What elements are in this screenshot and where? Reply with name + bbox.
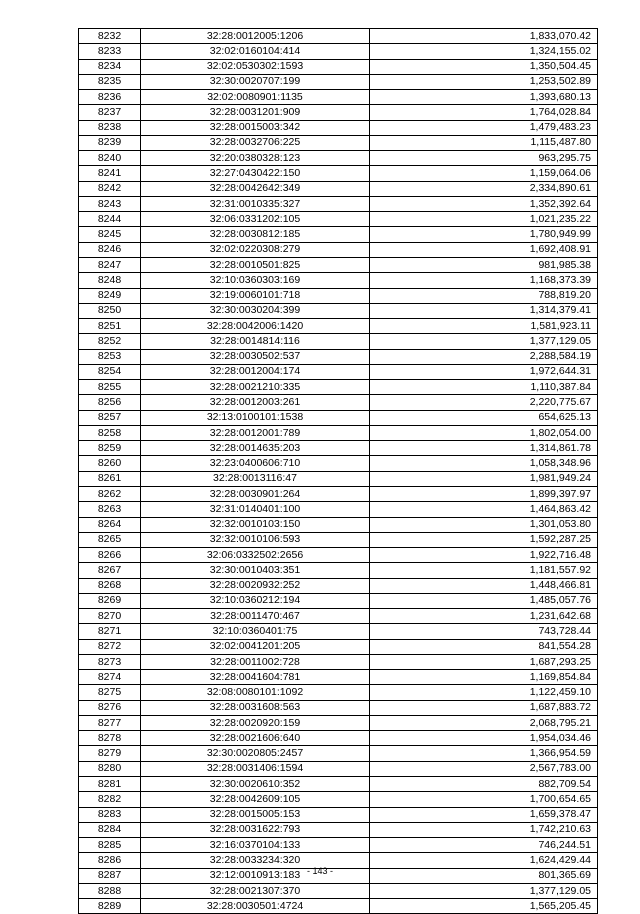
table-row <box>79 44 598 59</box>
table-row <box>79 242 598 257</box>
row-number-cell: 8239 <box>79 135 141 150</box>
cadastral-number-cell: 32:30:0020610:352 <box>141 777 370 792</box>
cadastral-value-cell: 1,168,373.39 <box>370 273 598 288</box>
cadastral-value-cell: 788,819.20 <box>370 288 598 303</box>
cadastral-number-cell: 32:32:0010103:150 <box>141 517 370 532</box>
table-row <box>79 639 598 654</box>
cadastral-value-cell: 654,625.13 <box>370 410 598 425</box>
cadastral-value-cell: 1,802,054.00 <box>370 425 598 440</box>
cadastral-value-cell: 1,181,557.92 <box>370 563 598 578</box>
table-row <box>79 425 598 440</box>
row-number-cell: 8235 <box>79 74 141 89</box>
cadastral-value-cell: 1,350,504.45 <box>370 59 598 74</box>
row-number-cell: 8254 <box>79 364 141 379</box>
cadastral-value-cell: 2,220,775.67 <box>370 395 598 410</box>
cadastral-number-cell: 32:28:0015005:153 <box>141 807 370 822</box>
table-row <box>79 578 598 593</box>
row-number-cell: 8252 <box>79 334 141 349</box>
table-row <box>79 502 598 517</box>
cadastral-number-cell: 32:28:0042006:1420 <box>141 319 370 334</box>
table-row <box>79 349 598 364</box>
cadastral-value-cell: 1,981,949.24 <box>370 471 598 486</box>
row-number-cell: 8257 <box>79 410 141 425</box>
cadastral-number-cell: 32:28:0030901:264 <box>141 486 370 501</box>
cadastral-value-cell: 1,687,293.25 <box>370 654 598 669</box>
table-row <box>79 670 598 685</box>
row-number-cell: 8279 <box>79 746 141 761</box>
cadastral-number-cell: 32:28:0031406:1594 <box>141 761 370 776</box>
row-number-cell: 8255 <box>79 380 141 395</box>
cadastral-value-cell: 1,377,129.05 <box>370 334 598 349</box>
cadastral-value-cell: 1,448,466.81 <box>370 578 598 593</box>
cadastral-number-cell: 32:28:0021210:335 <box>141 380 370 395</box>
row-number-cell: 8278 <box>79 731 141 746</box>
cadastral-value-cell: 963,295.75 <box>370 151 598 166</box>
cadastral-value-cell: 1,377,129.05 <box>370 883 598 898</box>
row-number-cell: 8264 <box>79 517 141 532</box>
table-row <box>79 685 598 700</box>
cadastral-value-table <box>78 28 598 914</box>
table-row <box>79 227 598 242</box>
cadastral-number-cell: 32:02:0080901:1135 <box>141 90 370 105</box>
table-row <box>79 624 598 639</box>
cadastral-value-cell: 1,058,348.96 <box>370 456 598 471</box>
cadastral-value-cell: 1,692,408.91 <box>370 242 598 257</box>
row-number-cell: 8266 <box>79 548 141 563</box>
cadastral-number-cell: 32:20:0380328:123 <box>141 151 370 166</box>
cadastral-number-cell: 32:31:0010335:327 <box>141 196 370 211</box>
cadastral-number-cell: 32:28:0012004:174 <box>141 364 370 379</box>
table-row <box>79 456 598 471</box>
row-number-cell: 8271 <box>79 624 141 639</box>
table-row <box>79 151 598 166</box>
cadastral-value-cell: 1,021,235.22 <box>370 212 598 227</box>
table-row <box>79 410 598 425</box>
row-number-cell: 8287 <box>79 868 141 883</box>
cadastral-number-cell: 32:30:0020805:2457 <box>141 746 370 761</box>
row-number-cell: 8286 <box>79 853 141 868</box>
row-number-cell: 8256 <box>79 395 141 410</box>
cadastral-value-cell: 1,833,070.42 <box>370 29 598 44</box>
table-row <box>79 609 598 624</box>
row-number-cell: 8281 <box>79 777 141 792</box>
row-number-cell: 8276 <box>79 700 141 715</box>
table-row <box>79 74 598 89</box>
row-number-cell: 8238 <box>79 120 141 135</box>
row-number-cell: 8245 <box>79 227 141 242</box>
cadastral-number-cell: 32:28:0011470:467 <box>141 609 370 624</box>
page-number: - 143 - <box>306 866 333 876</box>
cadastral-number-cell: 32:28:0042609:105 <box>141 792 370 807</box>
table-row <box>79 105 598 120</box>
table-row <box>79 303 598 318</box>
cadastral-value-cell: 1,592,287.25 <box>370 532 598 547</box>
row-number-cell: 8241 <box>79 166 141 181</box>
row-number-cell: 8263 <box>79 502 141 517</box>
cadastral-value-cell: 2,334,890.61 <box>370 181 598 196</box>
table-body <box>79 29 598 914</box>
cadastral-value-cell: 1,972,644.31 <box>370 364 598 379</box>
row-number-cell: 8232 <box>79 29 141 44</box>
table-row <box>79 486 598 501</box>
table-row <box>79 746 598 761</box>
row-number-cell: 8260 <box>79 456 141 471</box>
table-row <box>79 807 598 822</box>
table-row <box>79 441 598 456</box>
cadastral-value-cell: 1,324,155.02 <box>370 44 598 59</box>
row-number-cell: 8267 <box>79 563 141 578</box>
cadastral-value-cell: 1,169,854.84 <box>370 670 598 685</box>
cadastral-number-cell: 32:06:0331202:105 <box>141 212 370 227</box>
row-number-cell: 8250 <box>79 303 141 318</box>
table-row <box>79 59 598 74</box>
cadastral-number-cell: 32:12:0010913:183 <box>141 868 370 883</box>
table-row <box>79 654 598 669</box>
cadastral-value-cell: 1,899,397.97 <box>370 486 598 501</box>
cadastral-value-cell: 1,764,028.84 <box>370 105 598 120</box>
table-row <box>79 380 598 395</box>
cadastral-number-cell: 32:28:0012005:1206 <box>141 29 370 44</box>
cadastral-value-cell: 1,687,883.72 <box>370 700 598 715</box>
cadastral-number-cell: 32:30:0010403:351 <box>141 563 370 578</box>
table-row <box>79 471 598 486</box>
table-row <box>79 273 598 288</box>
table-row <box>79 29 598 44</box>
cadastral-value-cell: 1,314,379.41 <box>370 303 598 318</box>
table-row <box>79 135 598 150</box>
cadastral-number-cell: 32:10:0360401:75 <box>141 624 370 639</box>
row-number-cell: 8282 <box>79 792 141 807</box>
table-row <box>79 395 598 410</box>
row-number-cell: 8274 <box>79 670 141 685</box>
row-number-cell: 8283 <box>79 807 141 822</box>
cadastral-value-cell: 2,068,795.21 <box>370 715 598 730</box>
cadastral-number-cell: 32:28:0031622:793 <box>141 822 370 837</box>
table-row <box>79 90 598 105</box>
cadastral-number-cell: 32:28:0031608:563 <box>141 700 370 715</box>
cadastral-number-cell: 32:28:0030501:4724 <box>141 899 370 914</box>
cadastral-value-cell: 1,110,387.84 <box>370 380 598 395</box>
cadastral-value-cell: 1,253,502.89 <box>370 74 598 89</box>
cadastral-number-cell: 32:10:0360303:169 <box>141 273 370 288</box>
row-number-cell: 8247 <box>79 257 141 272</box>
row-number-cell: 8289 <box>79 899 141 914</box>
cadastral-number-cell: 32:28:0021307:370 <box>141 883 370 898</box>
cadastral-value-cell: 1,464,863.42 <box>370 502 598 517</box>
table-row <box>79 593 598 608</box>
cadastral-number-cell: 32:02:0530302:1593 <box>141 59 370 74</box>
cadastral-value-cell: 1,659,378.47 <box>370 807 598 822</box>
cadastral-value-cell: 746,244.51 <box>370 838 598 853</box>
table-row <box>79 181 598 196</box>
cadastral-number-cell: 32:28:0032706:225 <box>141 135 370 150</box>
table-row <box>79 792 598 807</box>
row-number-cell: 8236 <box>79 90 141 105</box>
cadastral-number-cell: 32:28:0015003:342 <box>141 120 370 135</box>
cadastral-value-cell: 1,565,205.45 <box>370 899 598 914</box>
row-number-cell: 8243 <box>79 196 141 211</box>
cadastral-number-cell: 32:30:0020707:199 <box>141 74 370 89</box>
table-row <box>79 563 598 578</box>
cadastral-number-cell: 32:30:0030204:399 <box>141 303 370 318</box>
cadastral-value-cell: 1,581,923.11 <box>370 319 598 334</box>
row-number-cell: 8261 <box>79 471 141 486</box>
cadastral-value-cell: 1,352,392.64 <box>370 196 598 211</box>
cadastral-value-cell: 1,159,064.06 <box>370 166 598 181</box>
cadastral-number-cell: 32:28:0033234:320 <box>141 853 370 868</box>
cadastral-number-cell: 32:02:0160104:414 <box>141 44 370 59</box>
cadastral-number-cell: 32:28:0030502:537 <box>141 349 370 364</box>
row-number-cell: 8240 <box>79 151 141 166</box>
cadastral-number-cell: 32:28:0030812:185 <box>141 227 370 242</box>
row-number-cell: 8280 <box>79 761 141 776</box>
cadastral-value-cell: 1,115,487.80 <box>370 135 598 150</box>
table-row <box>79 700 598 715</box>
cadastral-number-cell: 32:28:0012003:261 <box>141 395 370 410</box>
cadastral-value-cell: 2,288,584.19 <box>370 349 598 364</box>
cadastral-number-cell: 32:28:0014814:116 <box>141 334 370 349</box>
cadastral-value-cell: 841,554.28 <box>370 639 598 654</box>
row-number-cell: 8246 <box>79 242 141 257</box>
table-row <box>79 196 598 211</box>
table-row <box>79 883 598 898</box>
cadastral-value-cell: 2,567,783.00 <box>370 761 598 776</box>
table-row <box>79 822 598 837</box>
table-row <box>79 731 598 746</box>
row-number-cell: 8273 <box>79 654 141 669</box>
cadastral-number-cell: 32:08:0080101:1092 <box>141 685 370 700</box>
table-row <box>79 364 598 379</box>
cadastral-value-cell: 1,742,210.63 <box>370 822 598 837</box>
row-number-cell: 8269 <box>79 593 141 608</box>
table-row <box>79 319 598 334</box>
row-number-cell: 8288 <box>79 883 141 898</box>
cadastral-number-cell: 32:28:0031201:909 <box>141 105 370 120</box>
row-number-cell: 8259 <box>79 441 141 456</box>
cadastral-number-cell: 32:27:0430422:150 <box>141 166 370 181</box>
cadastral-value-cell: 1,485,057.76 <box>370 593 598 608</box>
cadastral-value-cell: 1,393,680.13 <box>370 90 598 105</box>
row-number-cell: 8248 <box>79 273 141 288</box>
cadastral-number-cell: 32:28:0041604:781 <box>141 670 370 685</box>
row-number-cell: 8268 <box>79 578 141 593</box>
cadastral-number-cell: 32:28:0010501:825 <box>141 257 370 272</box>
table-row <box>79 761 598 776</box>
cadastral-number-cell: 32:28:0021606:640 <box>141 731 370 746</box>
table-row <box>79 899 598 914</box>
cadastral-value-cell: 743,728.44 <box>370 624 598 639</box>
cadastral-value-cell: 1,366,954.59 <box>370 746 598 761</box>
cadastral-value-cell: 1,231,642.68 <box>370 609 598 624</box>
table-row <box>79 517 598 532</box>
table-row <box>79 120 598 135</box>
row-number-cell: 8234 <box>79 59 141 74</box>
cadastral-number-cell: 32:28:0012001:789 <box>141 425 370 440</box>
row-number-cell: 8262 <box>79 486 141 501</box>
row-number-cell: 8275 <box>79 685 141 700</box>
cadastral-number-cell: 32:28:0042642:349 <box>141 181 370 196</box>
cadastral-number-cell: 32:02:0220308:279 <box>141 242 370 257</box>
row-number-cell: 8249 <box>79 288 141 303</box>
cadastral-number-cell: 32:19:0060101:718 <box>141 288 370 303</box>
table-row <box>79 777 598 792</box>
cadastral-value-cell: 1,122,459.10 <box>370 685 598 700</box>
table-row <box>79 334 598 349</box>
cadastral-value-cell: 882,709.54 <box>370 777 598 792</box>
row-number-cell: 8251 <box>79 319 141 334</box>
row-number-cell: 8285 <box>79 838 141 853</box>
cadastral-number-cell: 32:28:0014635:203 <box>141 441 370 456</box>
cadastral-number-cell: 32:28:0013116:47 <box>141 471 370 486</box>
cadastral-number-cell: 32:10:0360212:194 <box>141 593 370 608</box>
table-row <box>79 838 598 853</box>
row-number-cell: 8253 <box>79 349 141 364</box>
cadastral-number-cell: 32:28:0020920:159 <box>141 715 370 730</box>
cadastral-number-cell: 32:28:0020932:252 <box>141 578 370 593</box>
table-row <box>79 288 598 303</box>
cadastral-number-cell: 32:13:0100101:1538 <box>141 410 370 425</box>
row-number-cell: 8272 <box>79 639 141 654</box>
row-number-cell: 8265 <box>79 532 141 547</box>
cadastral-value-cell: 1,780,949.99 <box>370 227 598 242</box>
table-row <box>79 548 598 563</box>
row-number-cell: 8244 <box>79 212 141 227</box>
row-number-cell: 8237 <box>79 105 141 120</box>
cadastral-value-cell: 1,301,053.80 <box>370 517 598 532</box>
cadastral-value-cell: 801,365.69 <box>370 868 598 883</box>
cadastral-number-cell: 32:28:0011002:728 <box>141 654 370 669</box>
cadastral-number-cell: 32:16:0370104:133 <box>141 838 370 853</box>
row-number-cell: 8233 <box>79 44 141 59</box>
table-row <box>79 257 598 272</box>
cadastral-value-cell: 981,985.38 <box>370 257 598 272</box>
row-number-cell: 8242 <box>79 181 141 196</box>
row-number-cell: 8284 <box>79 822 141 837</box>
table-row <box>79 532 598 547</box>
cadastral-value-cell: 1,314,861.78 <box>370 441 598 456</box>
cadastral-value-cell: 1,479,483.23 <box>370 120 598 135</box>
cadastral-number-cell: 32:31:0140401:100 <box>141 502 370 517</box>
row-number-cell: 8270 <box>79 609 141 624</box>
cadastral-value-cell: 1,954,034.46 <box>370 731 598 746</box>
cadastral-number-cell: 32:02:0041201:205 <box>141 639 370 654</box>
row-number-cell: 8258 <box>79 425 141 440</box>
table-row <box>79 715 598 730</box>
cadastral-number-cell: 32:06:0332502:2656 <box>141 548 370 563</box>
row-number-cell: 8277 <box>79 715 141 730</box>
cadastral-value-cell: 1,922,716.48 <box>370 548 598 563</box>
table-row <box>79 166 598 181</box>
cadastral-number-cell: 32:32:0010106:593 <box>141 532 370 547</box>
cadastral-number-cell: 32:23:0400606:710 <box>141 456 370 471</box>
cadastral-value-cell: 1,624,429.44 <box>370 853 598 868</box>
table-row <box>79 212 598 227</box>
cadastral-value-cell: 1,700,654.65 <box>370 792 598 807</box>
